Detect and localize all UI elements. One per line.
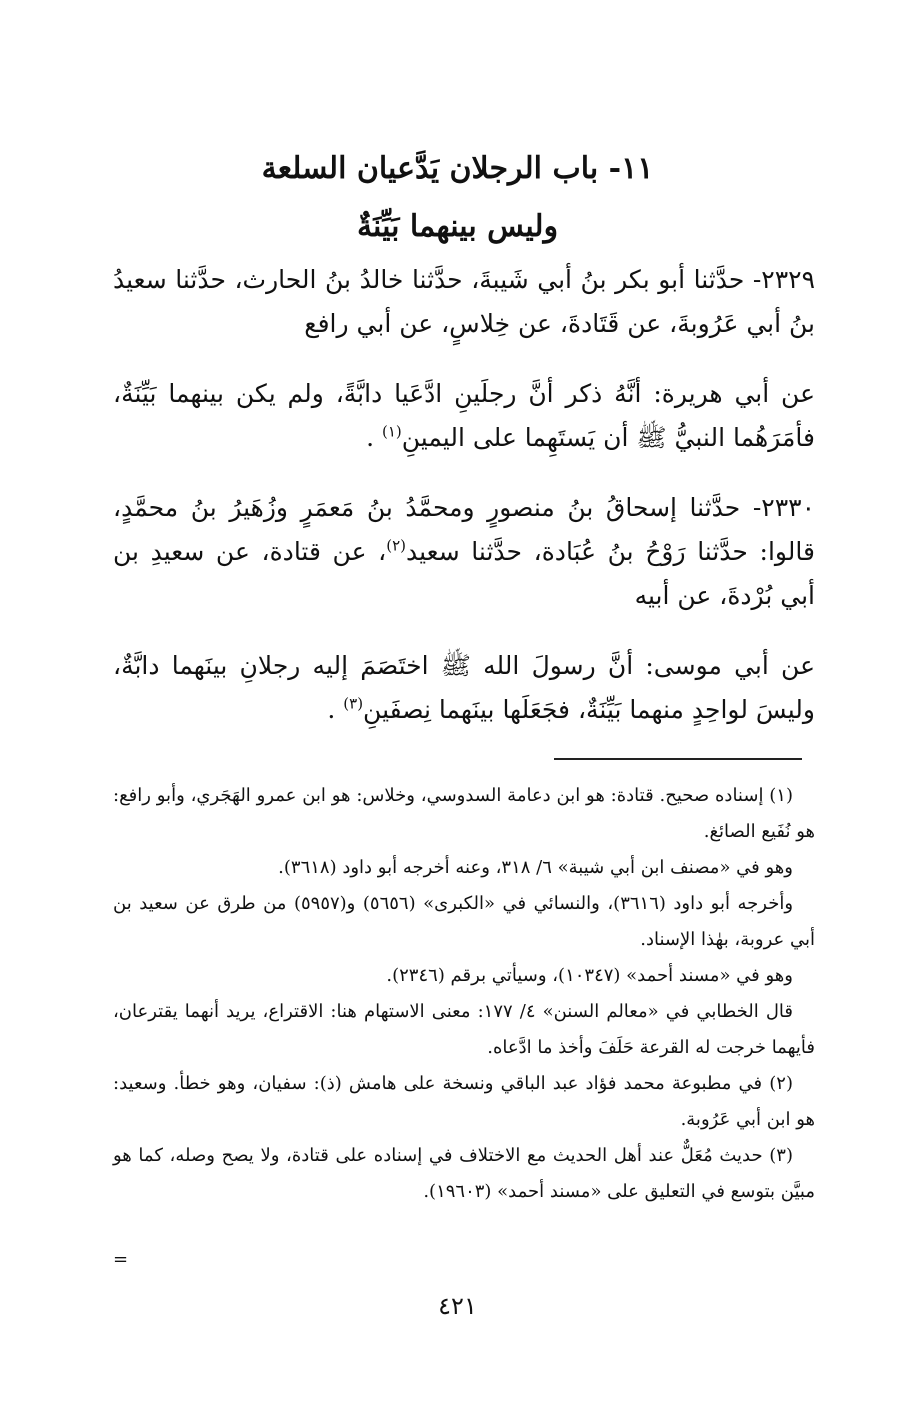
chapter-title — [100, 140, 815, 256]
hadith-2329-isnad — [113, 258, 815, 346]
hadith-body: عن أبي موسى: أنَّ رسولَ الله ﷺ اختَصَمَ إليه رجلانِ بينَهما دابَّةٌ، وليسَ لواحِدٍ منهما بَيِّنَةٌ، فجَعَلَها بينَهما نِصفَينِ — [113, 651, 815, 724]
footnote-divider — [554, 758, 802, 760]
footnotes — [113, 778, 815, 1210]
chapter-title-line-2: وليس بينهما بَيِّنَةٌ — [356, 209, 559, 244]
footnote-2: (٢) في مطبوعة محمد فؤاد عبد الباقي ونسخة على هامش (ذ): سفيان، وهو خطأ. وسعيد: هو ابن أبي عَرُوبة. — [113, 1073, 815, 1130]
footnote-ref-3: (٣) — [343, 694, 364, 713]
chapter-title-line-1: ١١- باب الرجلان يَدَّعيان السلعة — [261, 151, 654, 186]
hadith-end: ، عن قتادة، عن سعيدِ بن أبي بُرْدةَ، عن أبيه — [113, 537, 815, 610]
hadith-text — [113, 372, 815, 460]
continuation-mark: = — [113, 1249, 129, 1270]
hadith-text — [113, 486, 815, 618]
footnote-ref-2: (٢) — [386, 536, 406, 555]
page-number: ٤٢١ — [438, 1292, 477, 1320]
footnote-1: (١) إسناده صحيح. قتادة: هو ابن دعامة السدوسي، وخلاس: هو ابن عمرو الهَجَري، وأبو رافع: هو نُفَيع الصائغ. — [113, 785, 815, 842]
hadith-end: . — [327, 695, 344, 724]
footnote-ref-1: (١) — [381, 422, 402, 441]
footnote-3: (٣) حديث مُعَلٌّ عند أهل الحديث مع الاختلاف في إسناده على قتادة، ولا يصح وصله، كما هو مبيَّن بتوسع في التعليق على «مسند أحمد» (١٩٦٠٣). — [113, 1145, 815, 1202]
footnote-1-note: وهو في «مسند أحمد» (١٠٣٤٧)، وسيأتي برقم (٢٣٤٦). — [386, 965, 793, 986]
hadith-body: عن أبي هريرة: أنَّهُ ذكر أنَّ رجلَينِ ادَّعَيا دابَّةً، ولم يكن بينهما بَيِّنَةٌ، فأمَرَهُما النبيُّ ﷺ أن يَستَهِما على اليمينِ — [113, 379, 815, 452]
hadith-body: ٢٣٣٠- حدَّثنا إسحاقُ بنُ منصورٍ ومحمَّدُ بنُ مَعمَرٍ وزُهَيرُ بنُ محمَّدٍ، قالوا: حدَّثنا رَوْحُ بنُ عُبَادة، حدَّثنا سعيد — [113, 493, 815, 566]
hadith-2329-matn — [113, 372, 815, 460]
footnote-1-note: وأخرجه أبو داود (٣٦١٦)، والنسائي في «الكبرى» (٥٦٥٦) و(٥٩٥٧) من طرق عن سعيد بن أبي عروبة، بهٰذا الإسناد. — [113, 893, 815, 950]
hadith-2330-matn — [113, 644, 815, 732]
footnote-1-note: وهو في «مصنف ابن أبي شيبة» ٦/ ٣١٨، وعنه أخرجه أبو داود (٣٦١٨). — [278, 857, 793, 878]
footnote-1-note: قال الخطابي في «معالم السنن» ٤/ ١٧٧: معنى الاستهام هنا: الاقتراع، يريد أنهما يقترعان، فأيهما خرجت له القرعة حَلَفَ وأخذ ما ادَّعاه. — [113, 1001, 815, 1058]
hadith-text — [113, 644, 815, 732]
hadith-text: ٢٣٢٩- حدَّثنا أبو بكر بنُ أبي شَيبةَ، حدَّثنا خالدُ بنُ الحارث، حدَّثنا سعيدُ بنُ أبي عَرُوبةَ، عن قَتَادةَ، عن خِلاسٍ، عن أبي رافع — [113, 265, 815, 338]
hadith-end: . — [366, 423, 382, 452]
hadith-2330-isnad — [113, 486, 815, 618]
